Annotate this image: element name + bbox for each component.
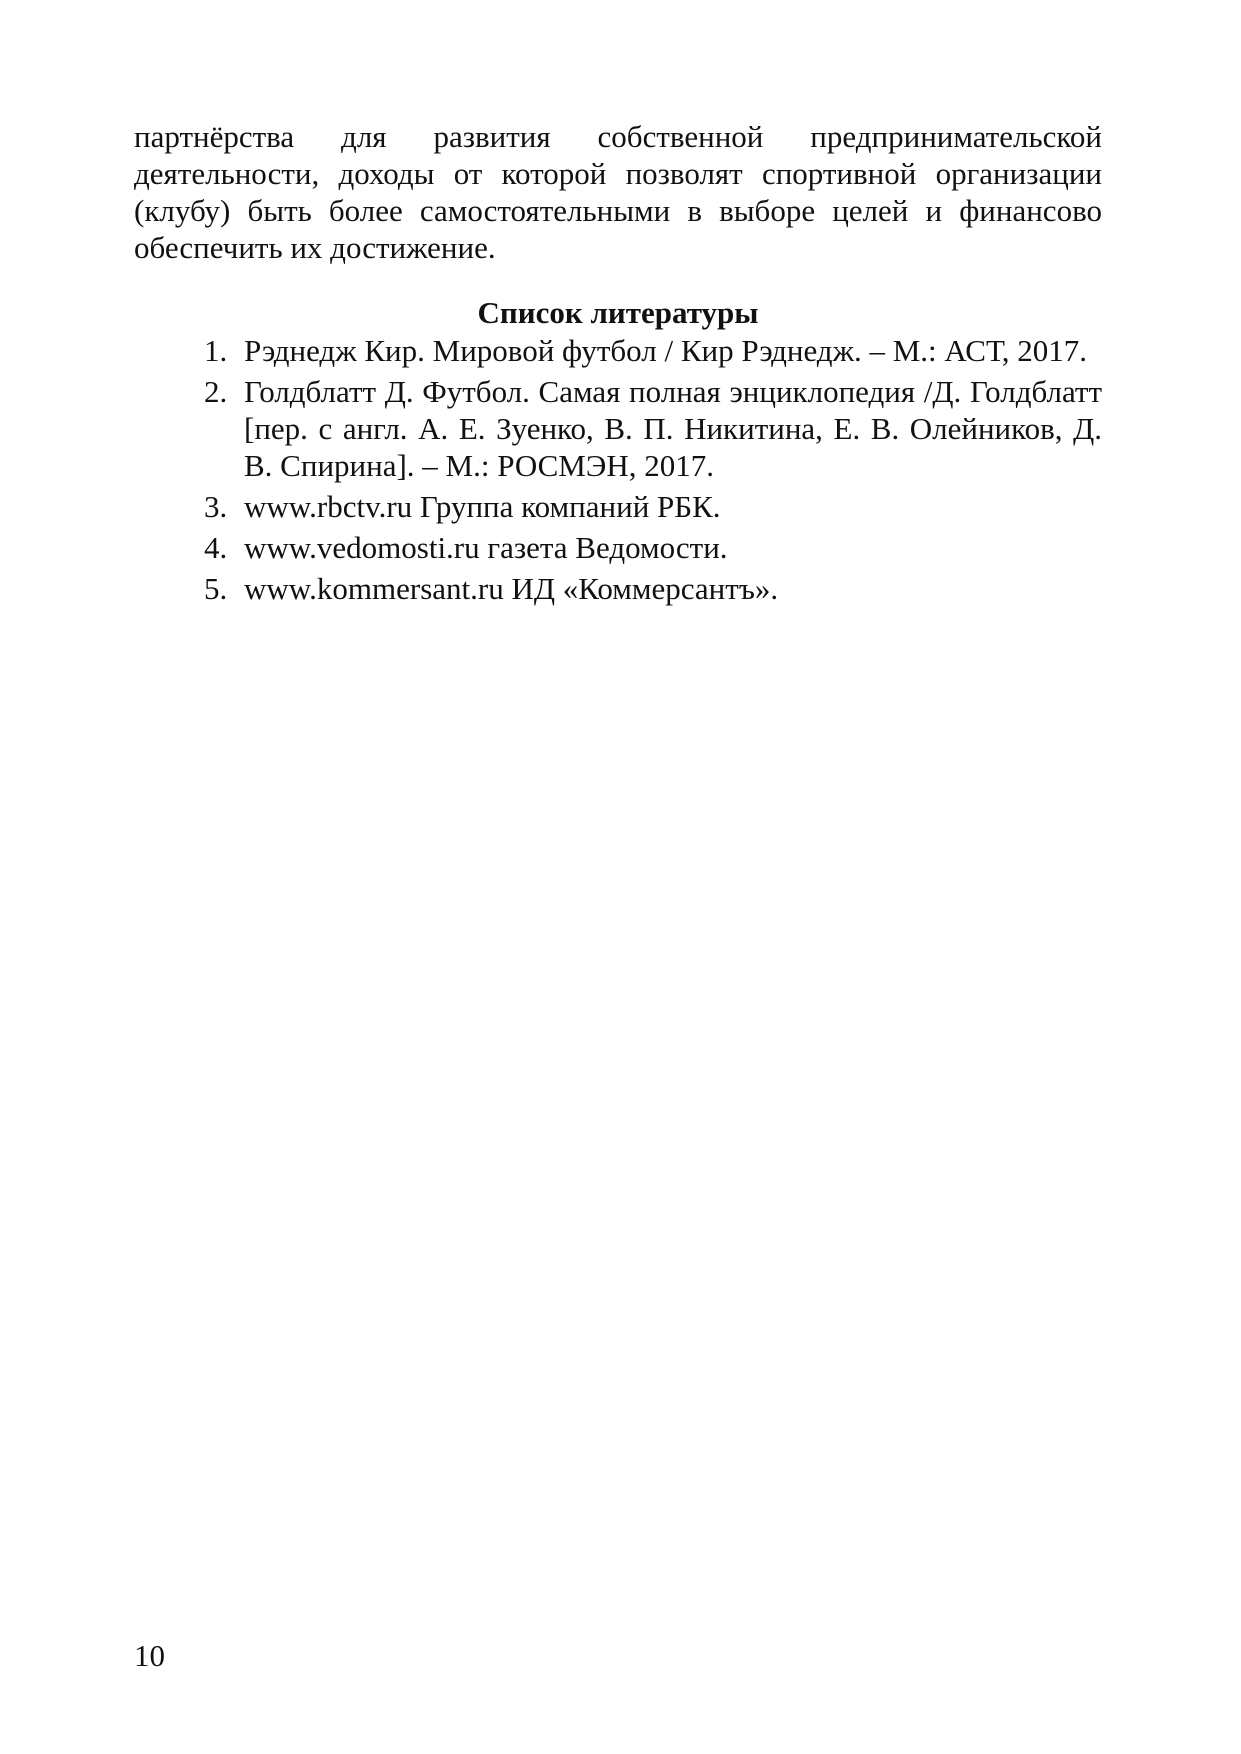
reference-number: 1. bbox=[204, 333, 228, 368]
reference-text: Рэднедж Кир. Мировой футбол / Кир Рэднедж. – М.: АСТ, 2017. bbox=[244, 333, 1088, 368]
reference-text: Голдблатт Д. Футбол. Самая полная энциклопедия /Д. Голдблатт [пер. с англ. А. Е. Зуенко, В. П. Никитина, Е. В. Олейников, Д. В. Спирина]. – М.: РОСМЭН, 2017. bbox=[244, 374, 1102, 483]
reference-text: www.vedomosti.ru газета Ведомости. bbox=[244, 530, 728, 565]
reference-number: 4. bbox=[204, 530, 228, 565]
references-list bbox=[204, 332, 1102, 611]
reference-item bbox=[204, 332, 1102, 369]
reference-number: 5. bbox=[204, 571, 228, 606]
reference-item bbox=[204, 373, 1102, 484]
reference-text: www.kommersant.ru ИД «Коммерсантъ». bbox=[244, 571, 779, 606]
reference-item bbox=[204, 488, 1102, 525]
references-heading: Список литературы bbox=[477, 295, 759, 330]
reference-number: 2. bbox=[204, 374, 228, 409]
reference-number: 3. bbox=[204, 489, 228, 524]
reference-item bbox=[204, 529, 1102, 566]
reference-item bbox=[204, 570, 1102, 607]
page-number: 10 bbox=[134, 1638, 165, 1673]
reference-text: www.rbctv.ru Группа компаний РБК. bbox=[244, 489, 721, 524]
body-paragraph: партнёрства для развития собственной предпринимательской деятельности, доходы от которой позволят спортивной организации (клубу) быть более самостоятельными в выборе целей и финансово обеспечить их достижение. bbox=[134, 119, 1102, 265]
